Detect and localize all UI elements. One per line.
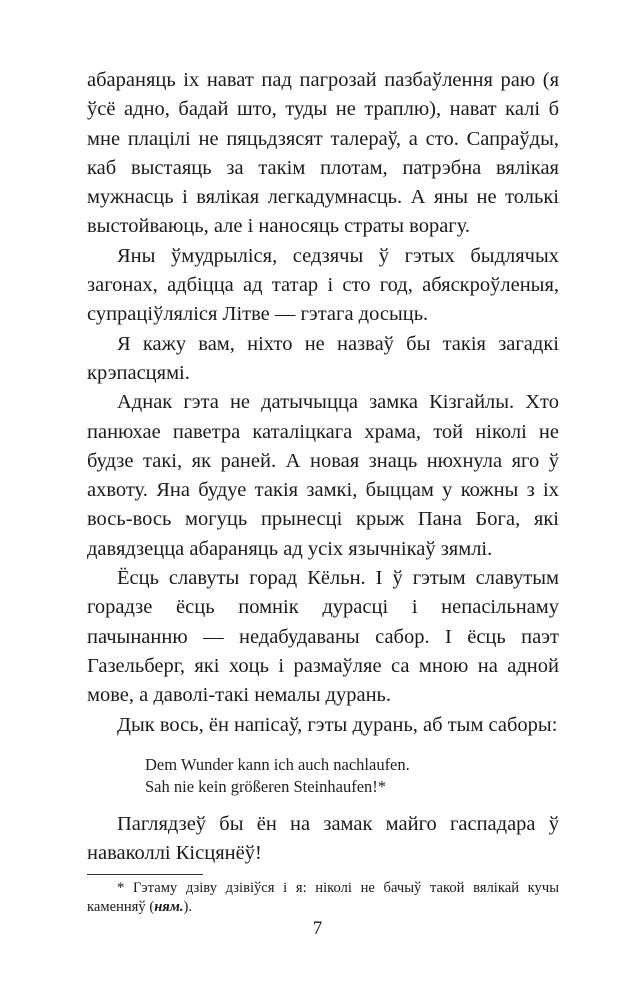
paragraph-5: Ёсць славуты горад Кёльн. І ў гэтым славутым горадзе ёсць помнік дурасці і непасільнаму пачынанню — недабудаваны сабор. І ёсць паэт Газельберг, які хоць і размаўляе са мною на адной мове, а даволі-такі немалы дурань. [87,567,559,707]
verse-quote [145,754,559,798]
footnote-divider [87,874,203,875]
verse-line-2: Sah nie kein größeren Steinhaufen!* [145,776,387,796]
footnote [87,879,559,917]
paragraph-4: Аднак гэта не датычыцца замка Кізгайлы. Хто панюхае паветра каталіцкага храма, той ніколі не будзе такі, як раней. А новая знаць нюхнула яго ў ахвоту. Яна будуе такія замкі, быццам у кожны з іх вось-вось могуць прынесці крыж Пана Бога, які давядзецца абараняць ад усіх язычнікаў зямлі. [87,391,559,560]
paragraph-3: Я кажу вам, ніхто не назваў бы такія загaдкі крэпасцямі. [87,332,559,384]
verse-line-1: Dem Wunder kann ich auch nachlaufen. [145,754,410,774]
paragraph-7: Паглядзеў бы ён на замак майго гаспадара ў наваколлі Кісцянёў! [87,812,559,865]
paragraph-6: Дык вось, ён напісаў, гэты дурань, аб тым саборы: [117,713,558,736]
footnote-text: * Гэтаму дзіву дзівіўся і я: ніколі не бачыў такой вялікай кучы каменняў ( [87,880,559,916]
page-content [87,66,559,917]
closing-text [87,810,559,869]
body-text [87,66,559,740]
page-number: 7 [312,918,323,939]
footnote-end: ). [183,899,192,916]
paragraph-1: абараняць іх нават пад пагрозай пазбаўлення раю (я ўсё адно, бадай што, туды не траплю), нават калі б мне плацілі не пяцьдзясят талераў, а сто. Сапраўды, каб выстаяць за такім плотам, патрэбна вялікая мужнасць і вялікая легкадумнасць. А яны не толькі выстойваюць, але і наносяць страты ворагу. [87,69,559,238]
paragraph-2: Яны ўмудрыліся, седзячы ў гэтых быдлячых загонах, адбіцца ад татар і сто год, абяскроўленыя, супраціўляліся Літве — гэтага досыць. [87,244,559,326]
footnote-source: ням. [154,899,184,916]
